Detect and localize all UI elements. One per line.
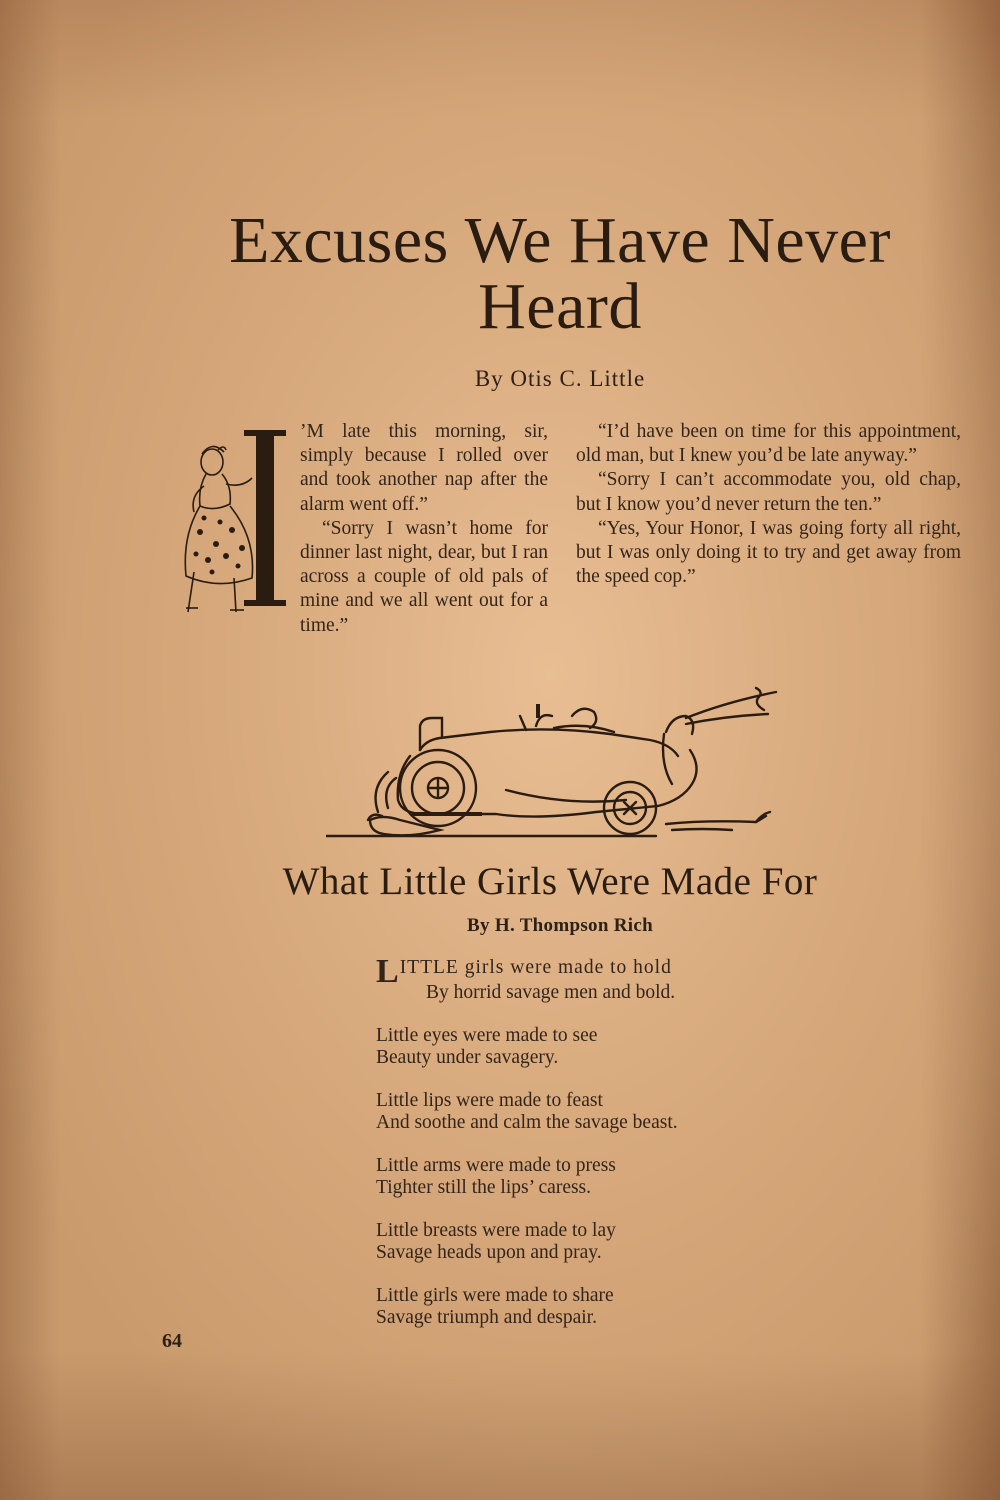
- poem-byline: By H. Thompson Rich: [467, 915, 653, 936]
- poem-line: Savage heads upon and pray.: [376, 1242, 602, 1263]
- poem-line: Tighter still the lips’ caress.: [376, 1177, 592, 1198]
- poem-title: What Little Girls Were Made For: [282, 860, 818, 903]
- poem-stanza: [376, 1025, 836, 1069]
- poem-stanza: [376, 1285, 836, 1329]
- poem-line: Little breasts were made to lay: [376, 1220, 616, 1241]
- poem: [376, 953, 836, 1350]
- paragraph: “Sorry I wasn’t home for dinner last night, dear, but I ran across a couple of old pals of mine and we all went out for a time.”: [300, 517, 548, 636]
- poem-line: By horrid savage men and bold.: [426, 982, 676, 1003]
- drop-cap-illustration: [160, 422, 296, 618]
- poem-line: LITTLE girls were made to hold: [376, 953, 672, 990]
- poem-line: Little arms were made to press: [376, 1155, 616, 1176]
- speeding-car-icon: [326, 684, 796, 844]
- left-text-column: [160, 420, 548, 638]
- poem-stanza: [376, 1155, 836, 1199]
- drop-cap-i-with-woman-icon: [160, 422, 296, 618]
- poem-line: Beauty under savagery.: [376, 1047, 559, 1068]
- article-byline: By Otis C. Little: [474, 366, 646, 391]
- poem-stanza: [376, 953, 836, 1004]
- poem-line: Savage triumph and despair.: [376, 1307, 597, 1328]
- paragraph: “Yes, Your Honor, I was going forty all right, but I was only doing it to try and get away from the speed cop.”: [576, 517, 961, 588]
- poem-line: And soothe and calm the savage beast.: [376, 1112, 678, 1133]
- drop-letter: L: [376, 953, 399, 990]
- poem-stanza: [376, 1090, 836, 1134]
- car-illustration: [326, 684, 796, 844]
- page-number: 64: [162, 1330, 182, 1352]
- poem-line: Little eyes were made to see: [376, 1025, 598, 1046]
- poem-line: Little girls were made to share: [376, 1285, 614, 1306]
- paragraph: “I’d have been on time for this appointment, old man, but I knew you’d be late anyway.”: [576, 421, 961, 467]
- paragraph: ’M late this morning, sir, simply because I rolled over and took another nap after the alarm went off.”: [300, 421, 548, 515]
- right-text-column: [576, 420, 961, 589]
- paragraph: “Sorry I can’t accommodate you, old chap, but I know you’d never return the ten.”: [576, 469, 961, 515]
- article-title: Excuses We Have Never Heard: [229, 204, 891, 343]
- poem-line: Little lips were made to feast: [376, 1090, 603, 1111]
- poem-stanza: [376, 1220, 836, 1264]
